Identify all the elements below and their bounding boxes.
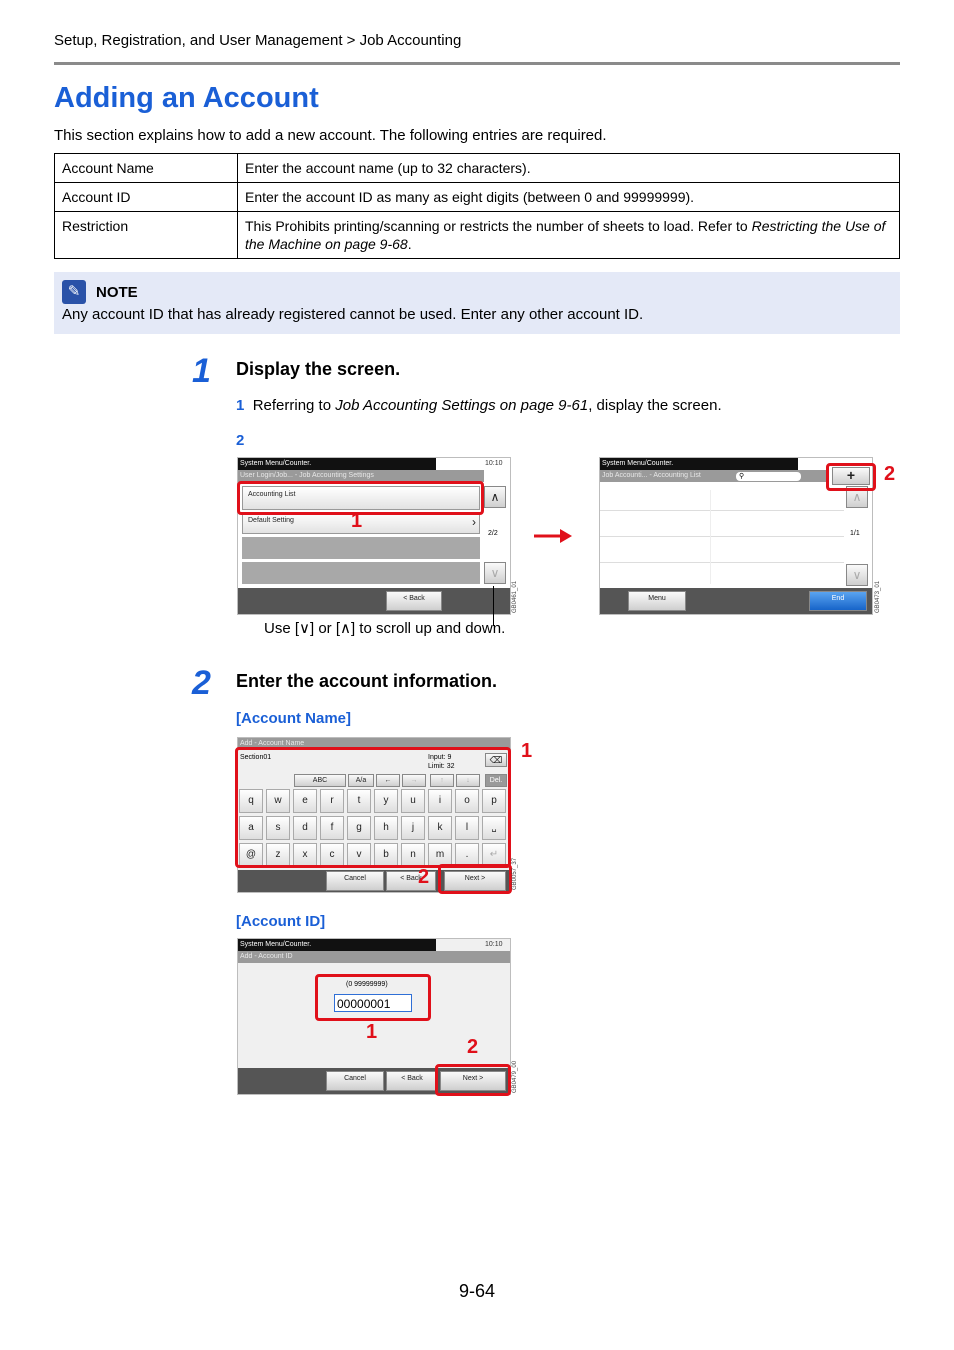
input-value: 9 [447, 754, 452, 761]
screen-subtitle-bar: Add - Account Name [238, 738, 510, 750]
limit-value: 32 [446, 763, 455, 770]
step-number: 1 [192, 352, 211, 390]
screen-title-bar: System Menu/Counter. [238, 939, 436, 951]
cursor-down-icon[interactable]: ↓ [456, 774, 480, 787]
scroll-caption: Use [∨] or [∧] to scroll up and down. [264, 620, 506, 637]
scroll-up-button[interactable]: ∧ [484, 486, 506, 508]
empty-row [242, 537, 480, 559]
callout-number: 1 [366, 1021, 378, 1043]
key[interactable]: a [239, 816, 263, 840]
scroll-up-button[interactable]: ∧ [846, 486, 868, 508]
table-cell [238, 212, 900, 259]
abc-button[interactable]: ABC [294, 774, 346, 787]
end-button[interactable] [809, 591, 867, 611]
table-cell: Account ID [55, 183, 238, 212]
key[interactable]: j [401, 816, 425, 840]
limit-label: Limit: [428, 763, 445, 770]
enter-key-icon[interactable]: ↵ [482, 843, 506, 867]
note-title: NOTE [96, 284, 138, 301]
cursor-left-icon[interactable]: ← [376, 774, 400, 787]
cursor-right-icon[interactable]: → [402, 774, 426, 787]
key[interactable]: i [428, 789, 452, 813]
callout-number: 2 [418, 866, 430, 888]
key[interactable]: g [347, 816, 371, 840]
input-label: Input: [428, 754, 446, 761]
substep-1 [236, 397, 722, 414]
backspace-icon[interactable]: ⌫ [485, 753, 507, 767]
key[interactable]: . [455, 843, 479, 867]
section-label-account-id: [Account ID] [236, 913, 326, 930]
account-id-input[interactable]: 00000001 [334, 994, 412, 1012]
highlight-box [235, 747, 511, 868]
key[interactable]: f [320, 816, 344, 840]
restriction-text: This Prohibits printing/scanning or restricts the number of sheets to load. Refer to [245, 218, 752, 234]
arrow-right-icon [534, 526, 574, 546]
substep-number: 2 [236, 432, 245, 449]
figure-code: GB0473_01 [875, 580, 881, 613]
screen-subtitle: Job Accounti... - Accounting List [602, 472, 701, 479]
callout-number: 1 [521, 740, 533, 762]
cancel-button[interactable]: Cancel [326, 871, 384, 891]
empty-row [242, 562, 480, 584]
key[interactable]: p [482, 789, 506, 813]
highlight-box [438, 864, 512, 894]
key[interactable]: @ [239, 843, 263, 867]
callout-number: 1 [351, 510, 363, 532]
figure-code: GB0057_37 [512, 857, 518, 890]
name-value[interactable]: Section01 [240, 754, 272, 761]
section-label-account-name: [Account Name] [236, 710, 352, 727]
account-list [600, 488, 844, 588]
range-hint: (0 99999999) [346, 981, 388, 988]
list-item-accounting-list[interactable]: Accounting List [242, 486, 480, 510]
step-number: 2 [192, 664, 211, 702]
step-heading: Enter the account information. [236, 671, 498, 691]
next-button[interactable]: Next > [444, 871, 506, 891]
screen-bottom-bar [600, 588, 872, 614]
key[interactable]: z [266, 843, 290, 867]
case-toggle-button[interactable]: A/a [348, 774, 374, 787]
list-item-label: Default Setting [248, 517, 294, 524]
substep-number: 1 [236, 397, 245, 414]
key[interactable]: v [347, 843, 371, 867]
header-rule [54, 62, 900, 65]
screen-subtitle-bar: User Login/Job... - Job Accounting Settings [238, 470, 484, 482]
back-button[interactable]: < Back [386, 591, 442, 611]
page-indicator: 1/1 [850, 530, 860, 537]
key[interactable]: e [293, 789, 317, 813]
substep-link[interactable]: Job Accounting Settings on page 9-61 [335, 397, 589, 414]
scroll-down-button[interactable]: ∨ [484, 562, 506, 584]
add-button[interactable]: + [832, 467, 870, 485]
note-text: Any account ID that has already registered cannot be used. Enter any other account ID. [62, 306, 644, 323]
highlight-box [826, 463, 876, 491]
menu-button[interactable]: Menu [628, 591, 686, 611]
key[interactable]: x [293, 843, 317, 867]
screen-subtitle-bar: Add - Account ID [238, 951, 510, 963]
breadcrumb: Setup, Registration, and User Management > Job Accounting [54, 32, 462, 49]
table-row [55, 183, 900, 212]
key[interactable]: u [401, 789, 425, 813]
table-cell: Enter the account ID as many as eight digits (between 0 and 99999999). [238, 183, 900, 212]
end-label: End [831, 595, 845, 602]
back-button[interactable]: < Back [386, 871, 436, 891]
key[interactable]: t [347, 789, 371, 813]
key[interactable]: y [374, 789, 398, 813]
key[interactable]: m [428, 843, 452, 867]
screen-title-bar: System Menu/Counter. [238, 458, 436, 470]
table-cell: Restriction [55, 212, 238, 259]
back-button[interactable]: < Back [386, 1071, 438, 1091]
table-cell: Enter the account name (up to 32 characters). [238, 154, 900, 183]
highlight-box [315, 974, 431, 1021]
table-row [55, 154, 900, 183]
scroll-down-button[interactable]: ∨ [846, 564, 868, 586]
table-cell: Account Name [55, 154, 238, 183]
screen-time: 10:10 [485, 460, 503, 467]
next-button[interactable]: Next > [440, 1071, 506, 1091]
key[interactable]: n [401, 843, 425, 867]
note-box [54, 272, 900, 334]
substep-text: Referring to [252, 397, 336, 414]
highlight-box [435, 1064, 511, 1096]
screen-title-bar: System Menu/Counter. [600, 458, 798, 470]
step-heading: Display the screen. [236, 359, 401, 379]
intro-text: This section explains how to add a new account. The following entries are required. [54, 127, 607, 144]
page-number: 9-64 [459, 1281, 496, 1301]
key[interactable]: h [374, 816, 398, 840]
page-indicator: 2/2 [488, 530, 498, 537]
space-key-icon[interactable]: ␣ [482, 816, 506, 840]
substep-text-end: , display the screen. [588, 397, 722, 414]
key[interactable]: b [374, 843, 398, 867]
key[interactable]: s [266, 816, 290, 840]
chevron-right-icon: › [472, 515, 476, 529]
key[interactable]: o [455, 789, 479, 813]
key[interactable]: k [428, 816, 452, 840]
cancel-button[interactable]: Cancel [326, 1071, 384, 1091]
cursor-up-icon[interactable]: ↑ [430, 774, 454, 787]
delete-button[interactable]: Del. [485, 774, 507, 787]
table-row [55, 212, 900, 259]
screen-time: 10:10 [485, 941, 503, 948]
restriction-link[interactable]: Restricting the Use of the Machine on page 9-68 [245, 218, 886, 252]
restriction-text-end: . [407, 236, 412, 252]
key[interactable]: r [320, 789, 344, 813]
note-icon: ✎ [62, 280, 86, 304]
callout-number: 2 [884, 463, 896, 485]
callout-number: 2 [467, 1036, 479, 1058]
figure-code: GB0461_01 [512, 580, 518, 613]
key[interactable]: c [320, 843, 344, 867]
key[interactable]: l [455, 816, 479, 840]
screen-bottom-bar [238, 588, 510, 614]
key[interactable]: w [266, 789, 290, 813]
key[interactable]: q [239, 789, 263, 813]
search-icon[interactable]: ⚲ [736, 472, 801, 481]
key[interactable]: d [293, 816, 317, 840]
requirements-table [54, 153, 900, 259]
figure-code: GB0479_00 [512, 1060, 518, 1093]
page-title: Adding an Account [54, 82, 319, 114]
